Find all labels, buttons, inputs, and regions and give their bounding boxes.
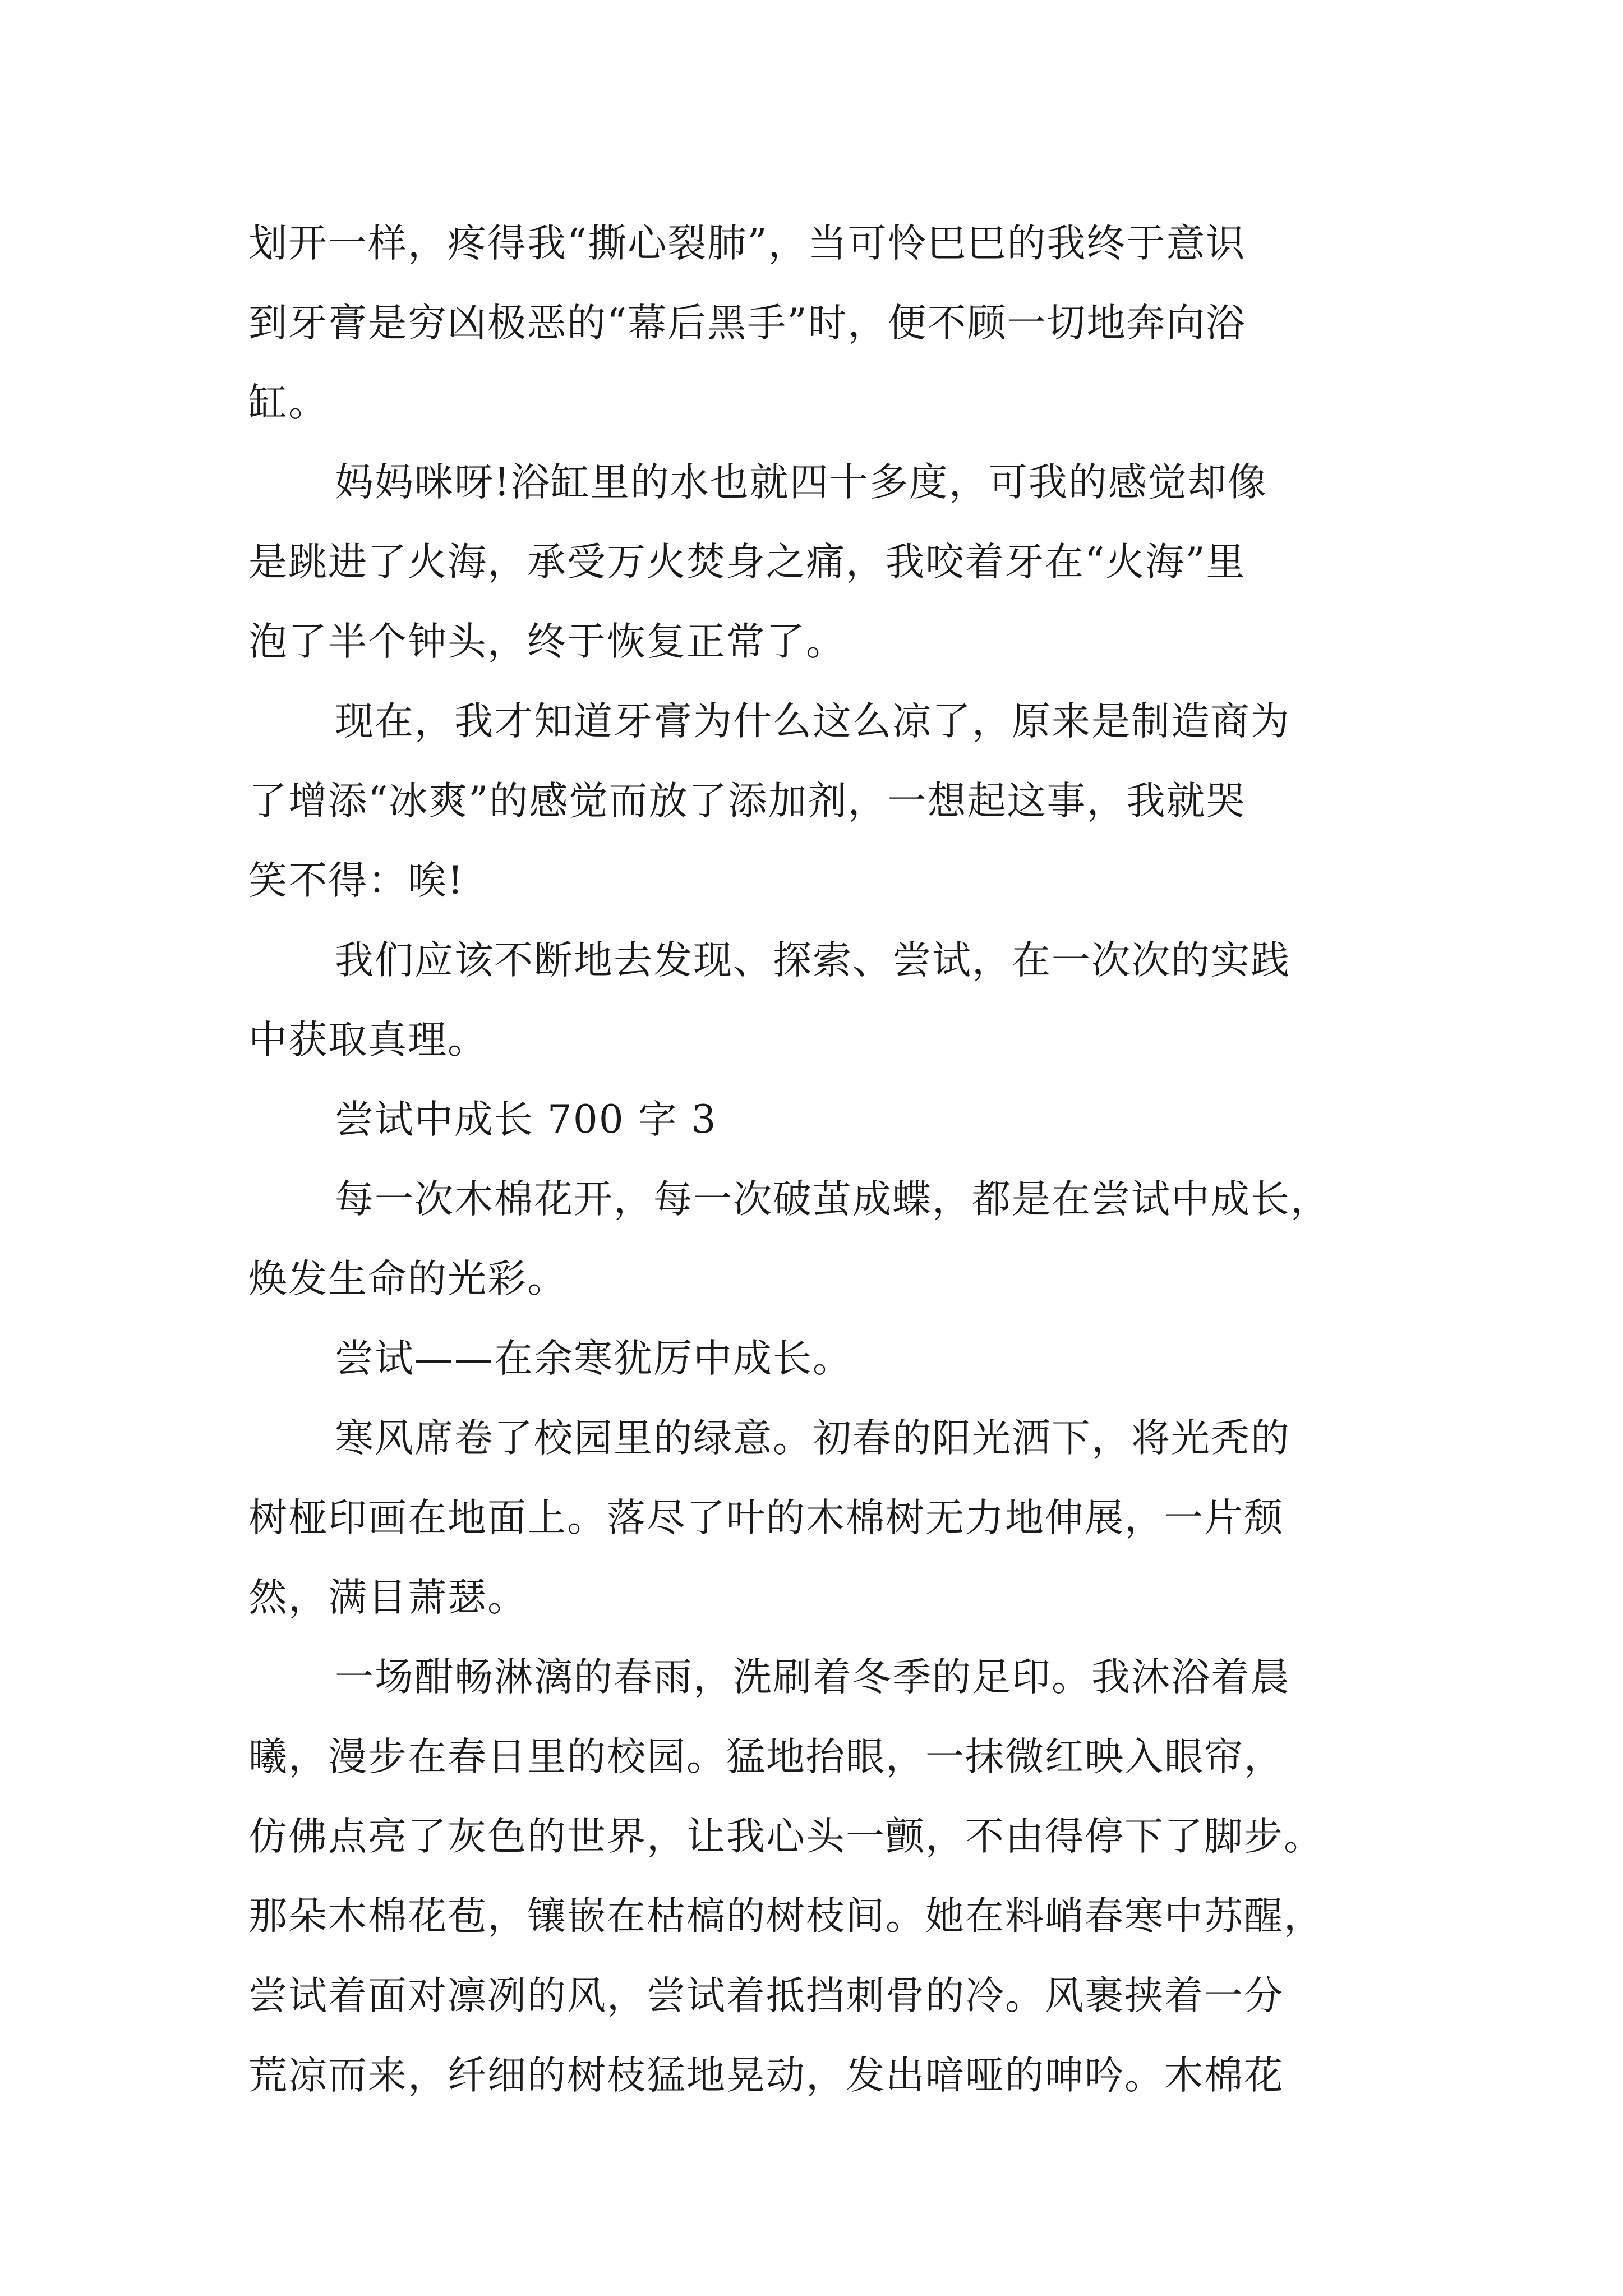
text-line: 尝试着面对凛冽的风，尝试着抵挡刺骨的冷。风裹挟着一分 <box>248 1973 1284 2018</box>
text-line: 然，满目萧瑟。 <box>248 1575 527 1620</box>
text-line: 曦，漫步在春日里的校园。猛地抬眼，一抹微红映入眼帘， <box>248 1734 1284 1779</box>
text-line: 仿佛点亮了灰色的世界，让我心头一颤，不由得停下了脚步。 <box>248 1814 1324 1859</box>
text-line: 泡了半个钟头，终于恢复正常了。 <box>248 619 846 664</box>
paragraph-start-line: 每一次木棉花开，每一次破茧成蝶，都是在尝试中成长， <box>335 1177 1330 1222</box>
text-line: 那朵木棉花苞，镶嵌在枯槁的树枝间。她在料峭春寒中苏醒， <box>248 1894 1324 1939</box>
paragraph-start-line: 我们应该不断地去发现、探索、尝试，在一次次的实践 <box>335 938 1290 983</box>
text-line: 划开一样，疼得我“撕心裂肺”，当可怜巴巴的我终于意识 <box>248 221 1246 266</box>
paragraph-start-line: 寒风席卷了校园里的绿意。初春的阳光洒下，将光秃的 <box>335 1416 1290 1461</box>
paragraph-start-line: 一场酣畅淋漓的春雨，洗刷着冬季的足印。我沐浴着晨 <box>335 1655 1290 1700</box>
paragraph-start-line: 妈妈咪呀!浴缸里的水也就四十多度，可我的感觉却像 <box>335 460 1267 505</box>
section-heading: 尝试中成长 700 字 3 <box>335 1097 717 1142</box>
text-line: 荒凉而来，纤细的树枝猛地晃动，发出喑哑的呻吟。木棉花 <box>248 2053 1284 2098</box>
text-line: 缸。 <box>248 380 328 425</box>
paragraph-start-line: 现在，我才知道牙膏为什么这么凉了，原来是制造商为 <box>335 699 1290 744</box>
text-line: 树桠印画在地面上。落尽了叶的木棉树无力地伸展，一片颓 <box>248 1496 1284 1540</box>
text-line: 笑不得：唉! <box>248 858 464 903</box>
paragraph-start-line: 尝试——在余寒犹厉中成长。 <box>335 1336 852 1381</box>
text-line: 到牙膏是穷凶极恶的“幕后黑手”时，便不顾一切地奔向浴 <box>248 301 1246 346</box>
text-line: 中获取真理。 <box>248 1018 487 1062</box>
text-line: 了增添“冰爽”的感觉而放了添加剂，一想起这事，我就哭 <box>248 779 1246 823</box>
text-line: 是跳进了火海，承受万火焚身之痛，我咬着牙在“火海”里 <box>248 540 1246 585</box>
text-line: 焕发生命的光彩。 <box>248 1257 567 1301</box>
